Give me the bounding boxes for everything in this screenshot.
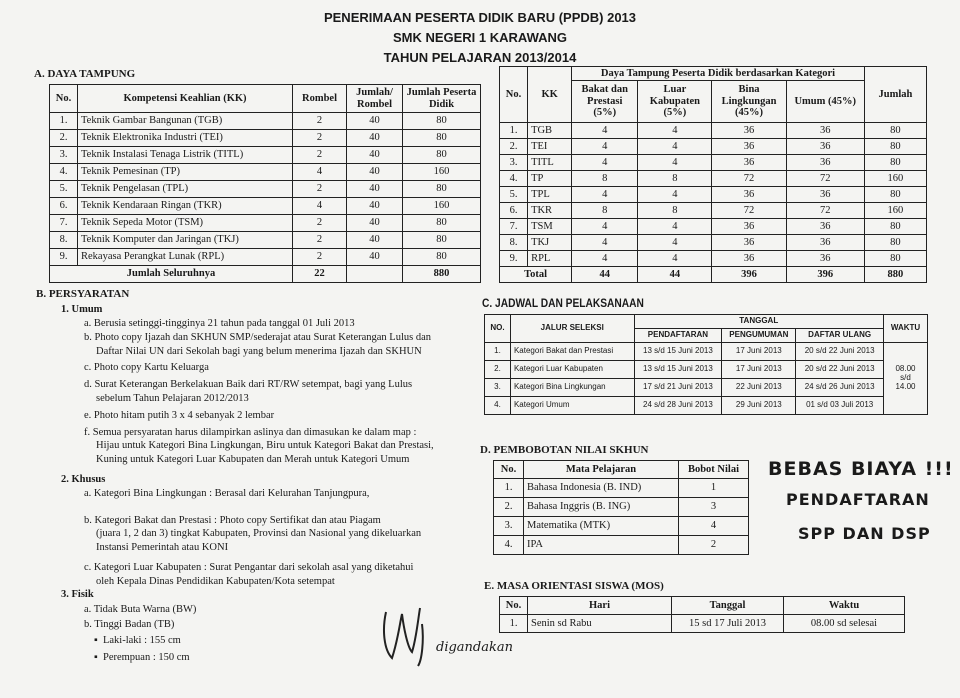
- table-cell: 160: [403, 198, 481, 215]
- table-cell: Kategori Luar Kabupaten: [510, 361, 634, 379]
- group-header: Daya Tampung Peserta Didik berdasarkan Kategori: [572, 67, 865, 81]
- table-cell: Teknik Pengelasan (TPL): [78, 181, 293, 198]
- table-cell: 2: [679, 536, 749, 555]
- table-row: [494, 479, 749, 498]
- table-cell: 8.: [500, 235, 528, 251]
- table-row: [500, 187, 927, 203]
- waktu-line: 14.00: [895, 381, 916, 391]
- table-cell: 1.: [485, 343, 511, 361]
- bobot-table: [493, 460, 749, 555]
- col-header: No.: [494, 461, 524, 479]
- table-cell: 2.: [485, 361, 511, 379]
- table-cell: 24 s/d 26 Juni 2013: [796, 379, 884, 397]
- table-cell: RPL: [528, 251, 572, 267]
- kategori-table: [499, 66, 927, 283]
- col-header: NO.: [485, 315, 511, 343]
- table-cell: 5.: [500, 187, 528, 203]
- signature-note: digandakan: [436, 640, 513, 655]
- table-row: [500, 251, 927, 267]
- table-cell: 4: [572, 155, 638, 171]
- table-row: [500, 219, 927, 235]
- col-header: No.: [500, 597, 528, 615]
- table-cell: 6.: [500, 203, 528, 219]
- table-cell: 2.: [500, 139, 528, 155]
- table-cell: 4: [638, 187, 712, 203]
- table-cell: 1.: [494, 479, 524, 498]
- table-cell: 4: [638, 235, 712, 251]
- table-cell: Teknik Elektronika Industri (TEI): [78, 130, 293, 147]
- table-cell: 72: [712, 203, 786, 219]
- table-cell: 4: [572, 187, 638, 203]
- daya-tampung-table: [49, 84, 481, 283]
- table-cell: 44: [572, 267, 638, 283]
- table-cell: Senin sd Rabu: [528, 615, 672, 633]
- table-cell: 80: [403, 181, 481, 198]
- table-cell: 40: [347, 181, 403, 198]
- table-cell: 36: [712, 123, 786, 139]
- khusus-item: a. Kategori Bina Lingkungan : Berasal dari Kelurahan Tanjungpura,: [84, 488, 370, 499]
- table-row: [500, 139, 927, 155]
- table-cell: 3: [679, 498, 749, 517]
- col-header: PENDAFTARAN: [634, 329, 722, 343]
- col-header: JALUR SELEKSI: [510, 315, 634, 343]
- col-header: Tanggal: [672, 597, 784, 615]
- table-cell: 4: [679, 517, 749, 536]
- table-cell: 36: [786, 155, 864, 171]
- table-cell: TGB: [528, 123, 572, 139]
- table-cell: 3.: [485, 379, 511, 397]
- col-header: Jumlah: [864, 67, 926, 123]
- section-d-title: D. PEMBOBOTAN NILAI SKHUN: [480, 444, 649, 456]
- table-cell: 15 sd 17 Juli 2013: [672, 615, 784, 633]
- col-header: Jumlah Peserta Didik: [403, 85, 481, 113]
- table-row: [500, 171, 927, 187]
- table-row: [500, 155, 927, 171]
- table-cell: 2: [293, 249, 347, 266]
- table-row: [485, 379, 928, 397]
- table-row: [494, 517, 749, 536]
- table-cell: 40: [347, 164, 403, 181]
- table-cell: 80: [403, 130, 481, 147]
- table-cell: 4: [638, 155, 712, 171]
- table-cell: 9.: [500, 251, 528, 267]
- khusus-item: b. Kategori Bakat dan Prestasi : Photo copy Sertifikat dan atau Piagam: [84, 514, 381, 526]
- table-cell: 880: [403, 266, 481, 283]
- table-cell: 13 s/d 15 Juni 2013: [634, 361, 722, 379]
- table-cell: 1.: [50, 113, 78, 130]
- khusus-item: (juara 1, 2 dan 3) tingkat Kabupaten, Provinsi dan Nasional yang dikeluarkan: [96, 528, 422, 539]
- table-cell: Teknik Pemesinan (TP): [78, 164, 293, 181]
- table-cell: 36: [712, 235, 786, 251]
- table-cell: Teknik Kendaraan Ringan (TKR): [78, 198, 293, 215]
- table-cell: 24 s/d 28 Juni 2013: [634, 397, 722, 415]
- table-cell: 1: [679, 479, 749, 498]
- table-cell: 4.: [485, 397, 511, 415]
- umum-item: a. Berusia setinggi-tingginya 21 tahun pada tanggal 01 Juli 2013: [84, 318, 355, 329]
- table-cell: TPL: [528, 187, 572, 203]
- table-cell: 9.: [50, 249, 78, 266]
- table-row: [500, 235, 927, 251]
- doc-title-line2: SMK NEGERI 1 KARAWANG: [392, 30, 568, 45]
- table-cell: Teknik Gambar Bangunan (TGB): [78, 113, 293, 130]
- table-cell: 36: [712, 139, 786, 155]
- col-header: DAFTAR ULANG: [796, 329, 884, 343]
- col-header: Umum (45%): [786, 81, 864, 123]
- waktu-line: 08.00: [895, 364, 916, 374]
- table-row: [494, 536, 749, 555]
- fisik-title: 3. Fisik: [61, 589, 94, 600]
- table-cell: 4: [572, 219, 638, 235]
- table-cell: 8: [572, 171, 638, 187]
- table-cell: 36: [786, 139, 864, 155]
- table-cell: 36: [786, 251, 864, 267]
- table-cell: 40: [347, 215, 403, 232]
- table-cell: 80: [403, 215, 481, 232]
- table-row: [50, 130, 481, 147]
- table-cell: Jumlah Seluruhnya: [50, 266, 293, 283]
- table-cell: Rekayasa Perangkat Lunak (RPL): [78, 249, 293, 266]
- table-row: [50, 232, 481, 249]
- umum-item: e. Photo hitam putih 3 x 4 sebanyak 2 lembar: [84, 409, 275, 421]
- col-header: KK: [528, 67, 572, 123]
- khusus-list: [84, 487, 421, 588]
- table-cell: 2.: [494, 498, 524, 517]
- table-cell: 01 s/d 03 Juli 2013: [796, 397, 884, 415]
- col-header: Hari: [528, 597, 672, 615]
- table-cell: TP: [528, 171, 572, 187]
- table-cell: 20 s/d 22 Juni 2013: [796, 343, 884, 361]
- table-cell: 36: [786, 219, 864, 235]
- table-cell: TKR: [528, 203, 572, 219]
- col-header: Rombel: [293, 85, 347, 113]
- table-cell: 3.: [50, 147, 78, 164]
- table-cell: 4: [572, 139, 638, 155]
- table-cell: 20 s/d 22 Juni 2013: [796, 361, 884, 379]
- handwritten-line2: PENDAFTARAN: [786, 490, 930, 509]
- table-cell: 36: [786, 235, 864, 251]
- table-row: [50, 113, 481, 130]
- waktu-cell: [884, 343, 928, 415]
- umum-list: [84, 317, 434, 467]
- fisik-item: b. Tinggi Badan (TB): [84, 619, 175, 630]
- doc-title-line3: TAHUN PELAJARAN 2013/2014: [383, 50, 577, 65]
- table-cell: 4: [293, 198, 347, 215]
- table-cell: IPA: [524, 536, 679, 555]
- table-cell: 80: [864, 187, 926, 203]
- table-row: [50, 215, 481, 232]
- table-cell: 7.: [500, 219, 528, 235]
- col-header: Bobot Nilai: [679, 461, 749, 479]
- umum-item: Hijau untuk Kategori Bina Lingkungan, Biru untuk Kategori Bakat dan Prestasi,: [96, 440, 434, 452]
- table-cell: 7.: [50, 215, 78, 232]
- table-cell: 2: [293, 215, 347, 232]
- khusus-item: Instansi Pemerintah atau KONI: [96, 541, 229, 553]
- handwritten-line1: BEBAS BIAYA !!!: [768, 458, 954, 480]
- table-cell: Total: [500, 267, 572, 283]
- table-cell: TEI: [528, 139, 572, 155]
- doc-title-line1: PENERIMAAN PESERTA DIDIK BARU (PPDB) 2013: [323, 10, 637, 25]
- handwritten-line3: SPP DAN DSP: [798, 524, 931, 543]
- table-cell: 80: [864, 123, 926, 139]
- table-cell: 80: [403, 249, 481, 266]
- table-cell: 2: [293, 147, 347, 164]
- table-cell: 22 Juni 2013: [722, 379, 796, 397]
- umum-item: c. Photo copy Kartu Keluarga: [84, 362, 209, 374]
- table-cell: 8: [572, 203, 638, 219]
- table-cell: 36: [786, 123, 864, 139]
- table-cell: 396: [712, 267, 786, 283]
- table-cell: 40: [347, 249, 403, 266]
- table-cell: 80: [864, 219, 926, 235]
- fisik-value: Laki-laki : 155 cm: [102, 635, 181, 646]
- table-cell: 3.: [494, 517, 524, 536]
- table-cell: 1.: [500, 615, 528, 633]
- table-cell: 4: [572, 123, 638, 139]
- section-a-title: A. DAYA TAMPUNG: [34, 68, 136, 80]
- col-header: TANGGAL: [634, 315, 884, 329]
- table-cell: 36: [712, 187, 786, 203]
- umum-item: b. Photo copy Ijazah dan SKHUN SMP/sederajat atau Surat Keterangan Lulus dan: [84, 331, 432, 343]
- table-cell: TKJ: [528, 235, 572, 251]
- khusus-item: oleh Kepala Dinas Pendidikan Kabupaten/Kota setempat: [96, 575, 335, 587]
- table-cell: Teknik Sepeda Motor (TSM): [78, 215, 293, 232]
- table-cell: Kategori Umum: [510, 397, 634, 415]
- fisik-item: ▪ Perempuan : 150 cm: [94, 652, 190, 663]
- table-cell: 17 Juni 2013: [722, 361, 796, 379]
- table-cell: 80: [864, 235, 926, 251]
- fisik-item: ▪ Laki-laki : 155 cm: [94, 635, 181, 646]
- fisik-item: a. Tidak Buta Warna (BW): [84, 604, 197, 615]
- table-cell: 72: [712, 171, 786, 187]
- table-cell: 2: [293, 232, 347, 249]
- table-cell: 40: [347, 113, 403, 130]
- table-cell: 4: [638, 219, 712, 235]
- table-cell: 4: [293, 164, 347, 181]
- table-cell: 4.: [50, 164, 78, 181]
- table-cell: 40: [347, 147, 403, 164]
- table-cell: 4: [638, 139, 712, 155]
- section-e-title: E. MASA ORIENTASI SISWA (MOS): [484, 580, 664, 592]
- table-row: [50, 198, 481, 215]
- table-cell: 8: [638, 203, 712, 219]
- table-cell: 4.: [494, 536, 524, 555]
- table-cell: Bahasa Inggris (B. ING): [524, 498, 679, 517]
- table-cell: 8: [638, 171, 712, 187]
- table-cell: Kategori Bakat dan Prestasi: [510, 343, 634, 361]
- table-cell: 5.: [50, 181, 78, 198]
- table-cell: 72: [786, 171, 864, 187]
- table-cell: 80: [403, 113, 481, 130]
- table-cell: 40: [347, 198, 403, 215]
- table-cell: 880: [864, 267, 926, 283]
- table-cell: 6.: [50, 198, 78, 215]
- table-cell: 160: [403, 164, 481, 181]
- table-cell: Bahasa Indonesia (B. IND): [524, 479, 679, 498]
- table-cell: 13 s/d 15 Juni 2013: [634, 343, 722, 361]
- table-cell: 29 Juni 2013: [722, 397, 796, 415]
- table-cell: 40: [347, 232, 403, 249]
- table-cell: 36: [786, 187, 864, 203]
- table-cell: 36: [712, 155, 786, 171]
- table-cell: TSM: [528, 219, 572, 235]
- table-cell: TITL: [528, 155, 572, 171]
- table-cell: 4: [638, 123, 712, 139]
- table-cell: 2: [293, 181, 347, 198]
- table-cell: 36: [712, 251, 786, 267]
- col-header: Waktu: [784, 597, 905, 615]
- table-cell: 36: [712, 219, 786, 235]
- col-header: Jumlah/ Rombel: [347, 85, 403, 113]
- umum-item: Kuning untuk Kategori Luar Kabupaten dan Merah untuk Kategori Umum: [96, 454, 410, 466]
- umum-item: sebelum Tahun Pelajaran 2012/2013: [96, 392, 249, 404]
- table-cell: 2: [293, 130, 347, 147]
- table-cell: 08.00 sd selesai: [784, 615, 905, 633]
- table-cell: 396: [786, 267, 864, 283]
- table-row: [500, 123, 927, 139]
- table-row: [500, 203, 927, 219]
- col-header: PENGUMUMAN: [722, 329, 796, 343]
- table-cell: 2.: [50, 130, 78, 147]
- table-cell: 1.: [500, 123, 528, 139]
- col-header: Bakat dan Prestasi (5%): [572, 81, 638, 123]
- fisik-value: Perempuan : 150 cm: [102, 652, 190, 663]
- table-row: [50, 164, 481, 181]
- jadwal-table: [484, 314, 928, 415]
- table-cell: 17 Juni 2013: [722, 343, 796, 361]
- table-row: [485, 343, 928, 361]
- table-row: [500, 615, 905, 633]
- table-cell: 4.: [500, 171, 528, 187]
- mos-table: [499, 596, 905, 633]
- table-cell: 22: [293, 266, 347, 283]
- table-cell: 44: [638, 267, 712, 283]
- umum-item: Daftar Nilai UN dari Sekolah bagi yang belum menerima Ijazah dan SKHUN: [96, 345, 422, 357]
- col-header: Kompetensi Keahlian (KK): [78, 85, 293, 113]
- signature-icon: [378, 600, 438, 670]
- table-cell: Teknik Instalasi Tenaga Listrik (TITL): [78, 147, 293, 164]
- table-cell: 160: [864, 203, 926, 219]
- total-row: [50, 266, 481, 283]
- total-row: [500, 267, 927, 283]
- table-cell: Kategori Bina Lingkungan: [510, 379, 634, 397]
- col-header: Mata Pelajaran: [524, 461, 679, 479]
- col-header: No.: [50, 85, 78, 113]
- col-header: Luar Kabupaten (5%): [638, 81, 712, 123]
- khusus-item: c. Kategori Luar Kabupaten : Surat Pengantar dari sekolah asal yang diketahui: [84, 562, 414, 573]
- table-row: [494, 498, 749, 517]
- table-cell: 4: [638, 251, 712, 267]
- col-header: Bina Lingkungan (45%): [712, 81, 786, 123]
- table-cell: Matematika (MTK): [524, 517, 679, 536]
- table-row: [50, 147, 481, 164]
- section-b-title: B. PERSYARATAN: [36, 288, 130, 300]
- table-row: [50, 181, 481, 198]
- table-cell: 80: [403, 232, 481, 249]
- table-cell: 8.: [50, 232, 78, 249]
- table-cell: 80: [403, 147, 481, 164]
- col-header: No.: [500, 67, 528, 123]
- table-cell: [347, 266, 403, 283]
- umum-title: 1. Umum: [61, 304, 103, 315]
- table-cell: 4: [572, 251, 638, 267]
- khusus-title: 2. Khusus: [61, 474, 106, 485]
- table-cell: 80: [864, 155, 926, 171]
- table-cell: 72: [786, 203, 864, 219]
- table-row: [485, 361, 928, 379]
- table-row: [485, 397, 928, 415]
- table-cell: 4: [572, 235, 638, 251]
- table-cell: 2: [293, 113, 347, 130]
- table-cell: 3.: [500, 155, 528, 171]
- umum-item: f. Semua persyaratan harus dilampirkan aslinya dan dimasukan ke dalam map :: [84, 426, 417, 438]
- table-cell: 17 s/d 21 Juni 2013: [634, 379, 722, 397]
- table-row: [50, 249, 481, 266]
- table-cell: Teknik Komputer dan Jaringan (TKJ): [78, 232, 293, 249]
- col-header: WAKTU: [884, 315, 928, 343]
- waktu-line: s/d: [900, 373, 911, 383]
- umum-item: d. Surat Keterangan Berkelakuan Baik dari RT/RW setempat, bagi yang Lulus: [84, 379, 413, 391]
- table-cell: 80: [864, 251, 926, 267]
- table-cell: 40: [347, 130, 403, 147]
- table-cell: 160: [864, 171, 926, 187]
- table-cell: 80: [864, 139, 926, 155]
- section-c-title: C. JADWAL DAN PELAKSANAAN: [482, 296, 644, 310]
